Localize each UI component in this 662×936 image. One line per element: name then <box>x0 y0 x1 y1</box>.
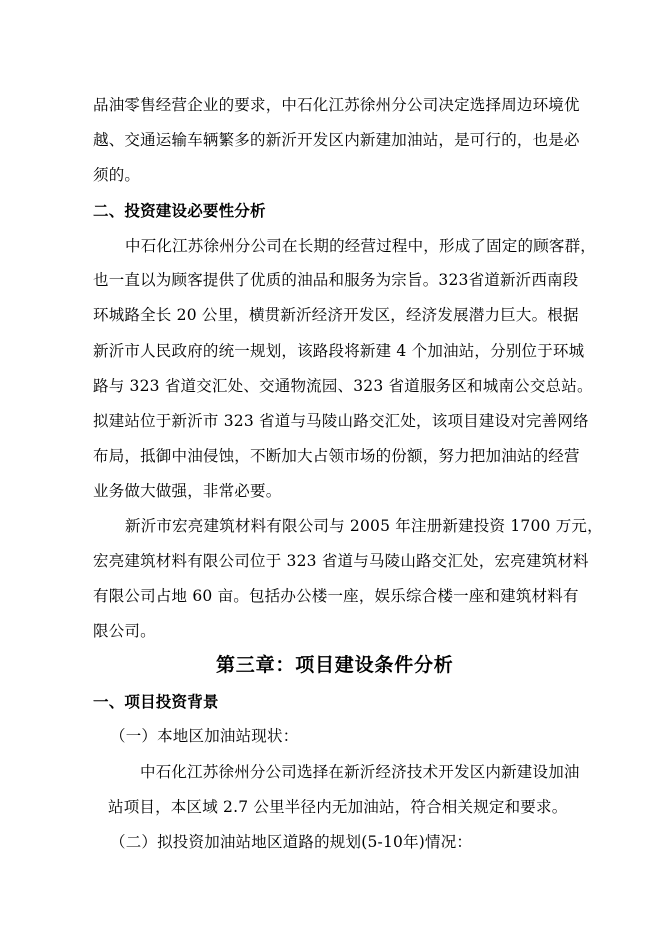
section-2-p1-line-4: 新沂市人民政府的统一规划，该路段将新建 4 个加油站，分别位于环城 <box>93 342 585 360</box>
section-2-p2-line-4: 限公司。 <box>93 622 156 640</box>
section-2-p2-line-1: 新沂市宏亮建筑材料有限公司与 2005 年注册新建投资 1700 万元， <box>125 517 603 535</box>
section-2-p1-line-5: 路与 323 省道交汇处、交通物流园、323 省道服务区和城南公交总站。 <box>93 377 593 395</box>
section-2-p1-line-8: 业务做大做强，非常必要。 <box>93 482 282 500</box>
chapter-3-title: 第三章：项目建设条件分析 <box>216 654 454 676</box>
section-2-p2-line-2: 宏亮建筑材料有限公司位于 323 省道与马陵山路交汇处，宏亮建筑材料 <box>93 552 589 570</box>
intro-line-3: 须的。 <box>93 166 141 184</box>
section-2-p1-line-3: 环城路全长 20 公里，横贯新沂经济开发区，经济发展潜力巨大。根据 <box>93 306 579 324</box>
sub-1-line-1: 中石化江苏徐州分公司选择在新沂经济技术开发区内新建设加油 <box>140 763 580 781</box>
intro-line-1: 品油零售经营企业的要求，中石化江苏徐州分公司决定选择周边环境优 <box>93 96 580 114</box>
section-2-p1-line-7: 布局，抵御中油侵蚀，不断加大占领市场的份额，努力把加油站的经营 <box>93 447 580 465</box>
sub-2-heading: （二）拟投资加油站地区道路的规划(5-10年)情况： <box>110 833 473 851</box>
chapter-3-section-1-heading: 一、项目投资背景 <box>93 692 219 711</box>
sub-1-line-2: 站项目，本区域 2.7 公里半径内无加油站，符合相关规定和要求。 <box>108 798 568 816</box>
intro-line-2: 越、交通运输车辆繁多的新沂开发区内新建加油站，是可行的，也是必 <box>93 131 580 149</box>
section-2-p1-line-6: 拟建站位于新沂市 323 省道与马陵山路交汇处，该项目建设对完善网络 <box>93 412 589 430</box>
section-2-heading: 二、投资建设必要性分析 <box>93 201 266 220</box>
section-2-p1-line-2: 也一直以为顾客提供了优质的油品和服务为宗旨。323省道新沂西南段 <box>93 271 579 289</box>
sub-1-heading: （一）本地区加油站现状： <box>110 727 299 745</box>
section-2-p1-line-1: 中石化江苏徐州分公司在长期的经营过程中，形成了固定的顾客群， <box>125 237 597 255</box>
section-2-p2-line-3: 有限公司占地 60 亩。包括办公楼一座，娱乐综合楼一座和建筑材料有 <box>93 587 579 605</box>
